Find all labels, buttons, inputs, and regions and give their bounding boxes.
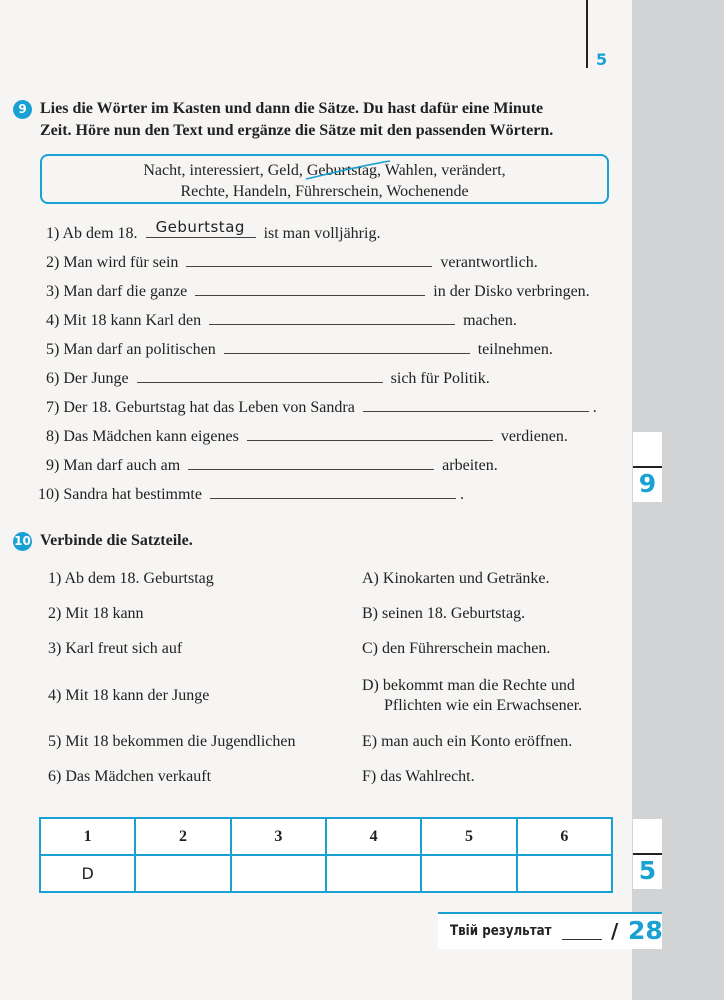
- task10-score: 5: [638, 856, 657, 885]
- left-item-4: 4) Mit 18 kann der Junge: [48, 687, 210, 704]
- table-answer-cell[interactable]: [135, 855, 230, 892]
- answer-blank-1[interactable]: [146, 218, 256, 238]
- left-item-6: 6) Das Mädchen verkauft: [48, 768, 212, 785]
- left-item-5: 5) Mit 18 bekommen die Jugendlichen: [48, 733, 296, 750]
- task9-instruction-line1: Lies die Wörter im Kasten und dann die Sätze. Du hast dafür eine Minute: [40, 100, 544, 117]
- answer-blank-2[interactable]: [186, 251, 432, 267]
- handwritten-answer-1: Geburtstag: [155, 218, 245, 236]
- task9-number-badge: 9: [13, 100, 32, 119]
- result-score-blank[interactable]: [562, 939, 602, 940]
- task10-instruction: Verbinde die Satzteile.: [40, 532, 193, 549]
- score-divider: [633, 853, 662, 855]
- task10-score-box: [633, 819, 662, 889]
- sentence-6: 6) Der Junge sich für Politik.: [46, 367, 490, 389]
- task9-score-box: [633, 432, 662, 502]
- result-label: Твій результат: [450, 923, 552, 939]
- answer-table-header-row: [40, 818, 612, 855]
- right-item-f: F) das Wahlrecht.: [362, 768, 475, 785]
- left-item-2: 2) Mit 18 kann: [48, 605, 144, 622]
- sentence-8: 8) Das Mädchen kann eigenes verdienen.: [46, 425, 568, 447]
- right-item-a: A) Kinokarten und Getränke.: [362, 570, 550, 587]
- answer-blank-6[interactable]: [137, 367, 383, 383]
- table-answer-cell[interactable]: D: [40, 855, 135, 892]
- table-answer-cell[interactable]: [421, 855, 516, 892]
- sentence-1: 1) Ab dem 18. Geburtstag ist man volljährig.: [46, 218, 381, 242]
- left-item-1: 1) Ab dem 18. Geburtstag: [48, 570, 214, 587]
- right-item-d-cont: Pflichten wie ein Erwachsener.: [384, 697, 583, 714]
- sentence-2: 2) Man wird für sein verantwortlich.: [46, 251, 538, 273]
- task9-score: 9: [638, 469, 657, 498]
- sentence-3: 3) Man darf die ganze in der Disko verbringen.: [46, 280, 590, 302]
- sentence-4: 4) Mit 18 kann Karl den machen.: [46, 309, 517, 331]
- result-box: [438, 912, 662, 949]
- answer-blank-5[interactable]: [224, 338, 470, 354]
- result-slash: /: [611, 919, 619, 943]
- answer-blank-4[interactable]: [209, 309, 455, 325]
- table-answer-cell[interactable]: [326, 855, 421, 892]
- answer-blank-7[interactable]: [363, 396, 589, 412]
- right-item-e: E) man auch ein Konto eröffnen.: [362, 733, 573, 750]
- answer-blank-8[interactable]: [247, 425, 493, 441]
- right-item-b: B) seinen 18. Geburtstag.: [362, 605, 526, 622]
- table-header-cell: 5: [421, 818, 516, 855]
- task10-number-badge: 10: [13, 532, 32, 551]
- task9-instruction: [40, 98, 553, 142]
- word-box-line2: Rechte, Handeln, Führerschein, Wochenende: [180, 183, 469, 200]
- right-item-d: D) bekommt man die Rechte und: [362, 677, 575, 694]
- right-item-c: C) den Führerschein machen.: [362, 640, 551, 657]
- task9-instruction-line2: Zeit. Höre nun den Text und ergänze die Sätze mit den passenden Wörtern.: [40, 122, 554, 139]
- answer-blank-10[interactable]: [210, 483, 456, 499]
- table-header-cell: 1: [40, 818, 135, 855]
- sentence-5: 5) Man darf an politischen teilnehmen.: [46, 338, 553, 360]
- answer-blank-9[interactable]: [188, 454, 434, 470]
- table-header-cell: 4: [326, 818, 421, 855]
- table-header-cell: 6: [517, 818, 612, 855]
- word-box-line1: Nacht, interessiert, Geld, Geburtstag, Wahlen, verändert,: [143, 162, 506, 179]
- sentence-7: 7) Der 18. Geburtstag hat das Leben von Sandra .: [46, 396, 597, 418]
- table-header-cell: 2: [135, 818, 230, 855]
- result-total: 28: [628, 916, 663, 945]
- table-header-cell: 3: [231, 818, 326, 855]
- handwritten-strike-mark: [304, 159, 394, 183]
- table-answer-cell[interactable]: [231, 855, 326, 892]
- answer-blank-3[interactable]: [195, 280, 425, 296]
- sentence-9: 9) Man darf auch am arbeiten.: [46, 454, 498, 476]
- left-item-3: 3) Karl freut sich auf: [48, 640, 183, 657]
- answer-table: [39, 817, 613, 893]
- answer-table-answer-row: [40, 855, 612, 892]
- header-divider-line: [586, 0, 588, 68]
- score-divider: [633, 466, 662, 468]
- page-number: 5: [596, 50, 608, 69]
- sentence-10: 10) Sandra hat bestimmte .: [38, 483, 464, 505]
- table-answer-cell[interactable]: [517, 855, 612, 892]
